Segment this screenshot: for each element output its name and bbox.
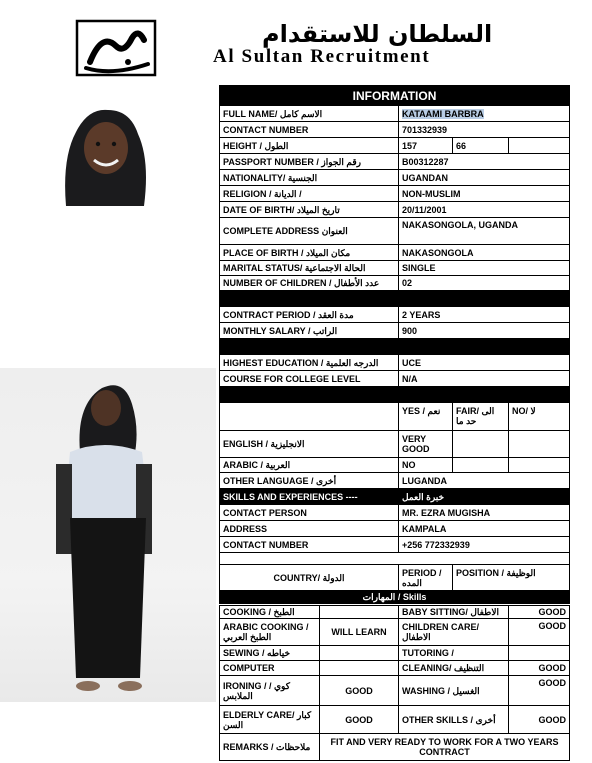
exp-contact-label: CONTACT NUMBER: [220, 537, 399, 553]
full-name-value: KATAAMI BARBRA: [399, 106, 570, 122]
address-value: NAKASONGOLA, UGANDA: [399, 218, 570, 245]
address-label: COMPLETE ADDRESS العنوان: [220, 218, 399, 245]
information-sheet: [219, 85, 570, 604]
washing-value: GOOD: [509, 676, 570, 706]
height-label: HEIGHT / الطول: [220, 138, 399, 154]
contract-period-label: CONTRACT PERIOD / مدة العقد: [220, 307, 399, 323]
weight-value: 66: [453, 138, 509, 154]
religion-label: RELIGION / الديانة /: [220, 186, 399, 202]
marital-value: SINGLE: [399, 261, 570, 276]
cleaning-label: CLEANING/ التنظيف: [399, 661, 509, 676]
contact-number-label: CONTACT NUMBER: [220, 122, 399, 138]
other-language-label: OTHER LANGUAGE / أخرى: [220, 473, 399, 489]
dob-label: DATE OF BIRTH/ تاريخ الميلاد: [220, 202, 399, 218]
exp-contact-value: +256 772332939: [399, 537, 570, 553]
religion-value: NON-MUSLIM: [399, 186, 570, 202]
cleaning-value: GOOD: [509, 661, 570, 676]
salary-label: MONTHLY SALARY / الراتب: [220, 323, 399, 339]
ironing-label: IRONING / كوي / الملابس: [220, 676, 320, 706]
remarks-label: REMARKS / ملاحظات: [220, 734, 320, 761]
other-skills-label: OTHER SKILLS / أخرى: [399, 706, 509, 734]
children-label: NUMBER OF CHILDREN / عدد الأطفال: [220, 276, 399, 291]
yes-header: YES / نعم: [399, 403, 453, 431]
children-care-label: CHILDREN CARE/ الاطفال: [399, 619, 509, 646]
english-no: [509, 431, 570, 458]
english-label: ENGLISH / الانجليزية: [220, 431, 399, 458]
arabic-value: NO: [399, 458, 453, 473]
language-header-blank: [220, 403, 399, 431]
experience-header-arabic: خبرة العمل: [399, 489, 570, 505]
skills-header: المهارات / Skills: [220, 591, 570, 604]
computer-value: [320, 661, 399, 676]
cooking-value: [320, 606, 399, 619]
section-divider: [220, 339, 570, 355]
pob-label: PLACE OF BIRTH / مكان الميلاد: [220, 245, 399, 261]
full-body-photo: [0, 368, 216, 702]
arabic-no: [509, 458, 570, 473]
contact-person-label: CONTACT PERSON: [220, 505, 399, 521]
passport-value: B00312287: [399, 154, 570, 170]
contact-number-value: 701332939: [399, 122, 570, 138]
pob-value: NAKASONGOLA: [399, 245, 570, 261]
no-header: NO/ لا: [509, 403, 570, 431]
dob-value: 20/11/2001: [399, 202, 570, 218]
skills-table: [219, 605, 570, 761]
info-title: INFORMATION: [220, 86, 570, 106]
passport-label: PASSPORT NUMBER / رقم الجواز: [220, 154, 399, 170]
education-label: HIGHEST EDUCATION / الدرجه العلمية: [220, 355, 399, 371]
other-skills-value: GOOD: [509, 706, 570, 734]
children-value: 02: [399, 276, 570, 291]
baby-sitting-value: GOOD: [509, 606, 570, 619]
ironing-value: GOOD: [320, 676, 399, 706]
brand-name-english: Al Sultan Recruitment: [213, 46, 431, 67]
blank-row: [220, 553, 570, 565]
fair-header: FAIR/ الى حد ما: [453, 403, 509, 431]
remarks-value: FIT AND VERY READY TO WORK FOR A TWO YEARS CONTRACT: [320, 734, 570, 761]
tutoring-value: [509, 646, 570, 661]
children-care-value: GOOD: [509, 619, 570, 646]
washing-label: WASHING / الغسيل: [399, 676, 509, 706]
sewing-label: SEWING / خياطه: [220, 646, 320, 661]
position-header: POSITION / الوظيفة: [453, 565, 570, 591]
computer-label: COMPUTER: [220, 661, 320, 676]
other-language-value: LUGANDA: [399, 473, 570, 489]
experience-header: SKILLS AND EXPERIENCES ----: [220, 489, 399, 505]
exp-address-label: ADDRESS: [220, 521, 399, 537]
full-name-label: FULL NAME/ الاسم كامل: [220, 106, 399, 122]
college-label: COURSE FOR COLLEGE LEVEL: [220, 371, 399, 387]
college-value: N/A: [399, 371, 570, 387]
arabic-cooking-value: WILL LEARN: [320, 619, 399, 646]
english-fair: [453, 431, 509, 458]
english-value: VERY GOOD: [399, 431, 453, 458]
nationality-value: UGANDAN: [399, 170, 570, 186]
arabic-cooking-label: ARABIC COOKING / الطبخ العربي: [220, 619, 320, 646]
exp-address-value: KAMPALA: [399, 521, 570, 537]
tutoring-label: TUTORING /: [399, 646, 509, 661]
section-divider: [220, 291, 570, 307]
education-value: UCE: [399, 355, 570, 371]
arabic-label: ARABIC / العربية: [220, 458, 399, 473]
country-header: COUNTRY/ الدولة: [220, 565, 399, 591]
arabic-fair: [453, 458, 509, 473]
company-logo: [72, 18, 160, 78]
salary-value: 900: [399, 323, 570, 339]
marital-label: MARITAL STATUS/ الحالة الاجتماعية: [220, 261, 399, 276]
elderly-care-label: ELDERLY CARE/ كبار السن: [220, 706, 320, 734]
cooking-label: COOKING / الطبخ: [220, 606, 320, 619]
brand-name-arabic: السلطان للاستقدام: [262, 20, 493, 48]
period-header: PERIOD / المده: [399, 565, 453, 591]
baby-sitting-label: BABY SITTING/ الاطفال: [399, 606, 509, 619]
height-value: 157: [399, 138, 453, 154]
portrait-photo: [58, 98, 154, 206]
contact-person-value: MR. EZRA MUGISHA: [399, 505, 570, 521]
section-divider: [220, 387, 570, 403]
contract-period-value: 2 YEARS: [399, 307, 570, 323]
sewing-value: [320, 646, 399, 661]
nationality-label: NATIONALITY/ الجنسية: [220, 170, 399, 186]
elderly-care-value: GOOD: [320, 706, 399, 734]
height-blank: [509, 138, 570, 154]
